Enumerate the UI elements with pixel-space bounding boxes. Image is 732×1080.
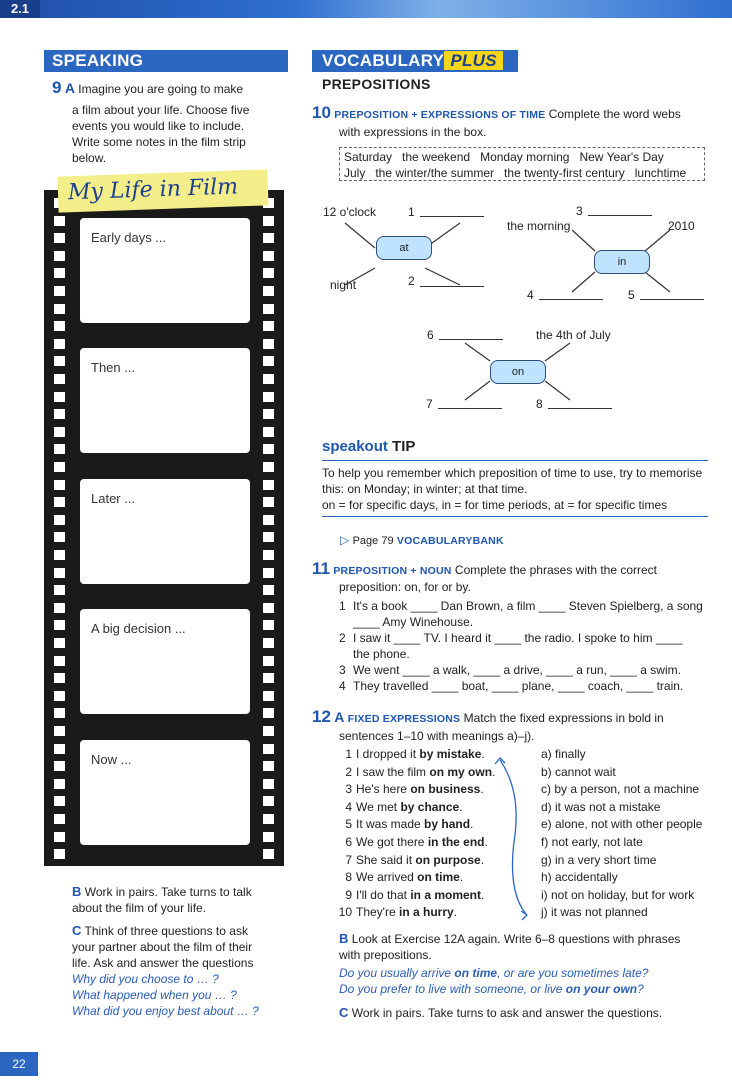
sprocket-hole — [263, 638, 274, 648]
ex12c-text: Work in pairs. Take turns to ask and answer the questions. — [351, 1006, 663, 1020]
list-item — [339, 662, 719, 678]
sprocket-hole — [54, 726, 65, 736]
sprocket-hole — [54, 603, 65, 613]
sprocket-hole — [54, 497, 65, 507]
ex9b-line: about the film of your life. — [72, 901, 207, 915]
sprocket-hole — [54, 761, 65, 771]
answer-blank[interactable] — [438, 408, 502, 409]
item-number: 2 — [345, 764, 352, 779]
example-question: Why did you choose to … ? — [72, 972, 219, 986]
exercise-number: 12 — [312, 707, 331, 726]
vocabulary-title: VOCABULARY — [322, 51, 445, 70]
sprocket-hole — [54, 620, 65, 630]
page-ref-bank: VOCABULARYBANK — [396, 535, 504, 547]
film-strip — [44, 190, 284, 866]
web-label: 12 o'clock — [323, 205, 376, 219]
exercise-number: 9 — [52, 78, 62, 97]
sentence-item: 5 It was made by hand. — [332, 816, 517, 834]
web-label: 2010 — [668, 219, 695, 233]
exercise-letter: B — [72, 884, 82, 899]
web-number: 6 — [427, 328, 434, 342]
page-ref: Page 79 — [352, 535, 394, 547]
web-label: the 4th of July — [536, 328, 611, 342]
film-frame[interactable] — [80, 740, 250, 845]
sprocket-hole — [54, 339, 65, 349]
sprocket-hole — [263, 356, 274, 366]
sprocket-hole — [54, 462, 65, 472]
web-center-in: in — [594, 250, 650, 274]
sprocket-hole — [263, 251, 274, 261]
ex9c-line: Think of three questions to ask — [84, 924, 248, 938]
film-frame[interactable] — [80, 609, 250, 714]
item-number: 3 — [339, 663, 346, 677]
item-text: the phone. — [353, 647, 410, 661]
exercise-letter: C — [339, 1005, 349, 1020]
answer-blank[interactable] — [439, 339, 503, 340]
sprocket-hole — [54, 392, 65, 402]
frame-label: A big decision ... — [91, 621, 186, 636]
answer-blank[interactable] — [420, 216, 484, 217]
example-question: What did you enjoy best about … ? — [72, 1004, 259, 1018]
page-reference-link[interactable] — [340, 532, 504, 549]
matching-arrow — [492, 752, 532, 922]
sprocket-hole — [263, 603, 274, 613]
exercise-12c — [339, 1005, 719, 1021]
sprocket-hole — [263, 673, 274, 683]
sprocket-hole — [54, 832, 65, 842]
ex9a-line: below. — [72, 151, 107, 165]
ex12b-line: Look at Exercise 12A again. Write 6–8 questions with phrases — [351, 932, 681, 946]
sprocket-hole — [263, 620, 274, 630]
web-number: 1 — [408, 205, 415, 219]
list-item — [339, 598, 719, 630]
exercise-9c — [72, 923, 286, 1019]
item-number: 7 — [345, 852, 352, 867]
top-bar — [0, 0, 732, 18]
tip-box — [322, 465, 712, 513]
vocabulary-heading — [312, 50, 518, 72]
sprocket-hole — [263, 427, 274, 437]
tip-divider — [322, 460, 708, 461]
word-box-line: July the winter/the summer the twenty-first century lunchtime — [344, 166, 687, 180]
film-frame[interactable] — [80, 218, 250, 323]
sprocket-hole — [263, 779, 274, 789]
web-number: 8 — [536, 397, 543, 411]
meaning-item: c) by a person, not a machine — [541, 782, 700, 797]
sprocket-hole — [263, 515, 274, 525]
sprocket-hole — [54, 568, 65, 578]
speaking-heading: SPEAKING — [44, 50, 288, 72]
sprocket-hole — [54, 304, 65, 314]
sprocket-hole — [263, 744, 274, 754]
sentence-item: 9 I'll do that in a moment. — [332, 887, 517, 905]
answer-blank[interactable] — [548, 408, 612, 409]
web-number: 3 — [576, 204, 583, 218]
list-item — [339, 678, 719, 694]
meaning-item: h) accidentally — [541, 870, 618, 885]
sprocket-hole — [263, 304, 274, 314]
sprocket-hole — [263, 392, 274, 402]
sprocket-hole — [54, 585, 65, 595]
exercise-number: 11 — [312, 559, 330, 578]
ex9a-line: a film about your life. Choose five — [72, 103, 250, 117]
sprocket-hole — [263, 497, 274, 507]
sprocket-hole — [263, 532, 274, 542]
meaning-item: b) cannot wait — [541, 764, 616, 779]
sprocket-hole — [54, 515, 65, 525]
meaning-item: i) not on holiday, but for work — [541, 887, 695, 902]
sentence-item: 4 We met by chance. — [332, 799, 517, 817]
play-arrow-icon: ▷ — [340, 533, 350, 547]
ex9a-line: events you would like to include. — [72, 119, 245, 133]
sprocket-hole — [263, 726, 274, 736]
sprocket-hole — [54, 480, 65, 490]
sprocket-hole — [54, 673, 65, 683]
item-number: 1 — [345, 747, 352, 761]
answer-blank[interactable] — [588, 215, 652, 216]
exercise-tag: PREPOSITION + EXPRESSIONS OF TIME — [334, 109, 546, 121]
web-label: the morning — [507, 219, 571, 233]
sentence-item: 2 I saw the film on my own. — [332, 764, 517, 782]
example-question: Do you prefer to live with someone, or live on your own? — [339, 982, 644, 996]
ex11-items — [339, 598, 719, 694]
tip-heading — [322, 438, 415, 455]
unit-label: 2.1 — [0, 0, 40, 18]
ex9c-line: life. Ask and answer the questions — [72, 956, 254, 970]
web-number: 4 — [527, 288, 534, 302]
tip-line: To help you remember which preposition of time to use, try to memorise — [322, 466, 703, 480]
ex9c-line: your partner about the film of their — [72, 940, 253, 954]
item-number: 2 — [339, 631, 346, 645]
item-number: 10 — [338, 905, 352, 920]
ex12-sentences — [332, 746, 517, 922]
sprocket-hole — [54, 708, 65, 718]
sprocket-hole — [54, 656, 65, 666]
page-number: 22 — [0, 1052, 38, 1076]
ex12-line: Match the fixed expressions in bold in — [463, 711, 664, 725]
exercise-letter: B — [339, 931, 349, 946]
exercise-letter: A — [64, 80, 75, 96]
web-center-at: at — [376, 236, 432, 260]
item-text: They travelled ____ boat, ____ plane, ____ coach, ____ train. — [353, 679, 684, 693]
plus-badge: PLUS — [444, 51, 503, 70]
sprocket-hole — [263, 550, 274, 560]
exercise-number: 10 — [312, 103, 331, 122]
sprocket-hole — [263, 286, 274, 296]
sprocket-hole — [54, 444, 65, 454]
item-number: 6 — [345, 834, 352, 849]
exercise-tag: PREPOSITION + NOUN — [333, 565, 452, 577]
sprocket-hole — [263, 814, 274, 824]
ex11-line: preposition: on, for or by. — [339, 580, 471, 594]
frame-label: Later ... — [91, 491, 136, 506]
example-question: What happened when you … ? — [72, 988, 237, 1002]
sprocket-hole — [263, 691, 274, 701]
sprocket-hole — [54, 321, 65, 331]
sprocket-hole — [263, 216, 274, 226]
sprocket-hole — [263, 444, 274, 454]
ex9a-line: Write some notes in the film strip — [72, 135, 246, 149]
sentence-item: 7 She said it on purpose. — [332, 852, 517, 870]
item-number: 4 — [345, 799, 352, 814]
sprocket-hole — [263, 585, 274, 595]
web-number: 7 — [426, 397, 433, 411]
sprocket-hole — [263, 409, 274, 419]
meaning-item: a) finally — [541, 747, 586, 761]
film-frame[interactable] — [80, 479, 250, 584]
film-title-banner — [57, 169, 268, 212]
ex9a-body — [72, 102, 286, 166]
frame-label: Now ... — [91, 752, 132, 767]
exercise-12a — [312, 709, 712, 727]
meaning-item: g) in a very short time — [541, 852, 657, 867]
item-text: ____ Amy Winehouse. — [353, 615, 474, 629]
exercise-9b — [72, 884, 286, 916]
sprocket-hole — [54, 233, 65, 243]
exercise-12b — [339, 931, 719, 997]
exercise-tag: FIXED EXPRESSIONS — [347, 713, 461, 725]
sprocket-hole — [263, 708, 274, 718]
exercise-11 — [312, 561, 712, 579]
sprocket-hole — [54, 550, 65, 560]
sprocket-hole — [54, 216, 65, 226]
exercise-letter: C — [72, 923, 82, 938]
web-number: 2 — [408, 274, 415, 288]
sentence-item: 1 I dropped it by mistake. — [332, 746, 517, 764]
tip-line: this: on Monday; in winter; at that time. — [322, 482, 528, 496]
ex12b-line: with prepositions. — [339, 948, 432, 962]
exercise-9a — [52, 80, 282, 97]
item-text: It's a book ____ Dan Brown, a film ____ Steven Spielberg, a song — [353, 599, 703, 613]
item-number: 5 — [345, 817, 352, 832]
meaning-item: j) it was not planned — [541, 905, 648, 920]
ex12-meanings — [541, 746, 721, 922]
frame-label: Early days ... — [91, 230, 167, 245]
item-number: 8 — [345, 870, 352, 885]
item-number: 9 — [345, 887, 352, 902]
item-text: I saw it ____ TV. I heard it ____ the radio. I spoke to him ____ — [353, 631, 683, 645]
sprocket-hole — [263, 233, 274, 243]
frame-label: Then ... — [91, 360, 136, 375]
item-number: 1 — [339, 599, 346, 613]
web-center-on: on — [490, 360, 546, 384]
sprocket-hole — [54, 409, 65, 419]
tip-label: TIP — [392, 438, 416, 455]
item-number: 4 — [339, 679, 346, 693]
sprocket-hole — [263, 339, 274, 349]
item-text: We went ____ a walk, ____ a drive, ____ a run, ____ a swim. — [353, 663, 681, 677]
answer-blank[interactable] — [420, 286, 484, 287]
sprocket-hole — [54, 691, 65, 701]
film-frame[interactable] — [80, 348, 250, 453]
tip-divider — [322, 516, 708, 517]
meaning-item: f) not early, not late — [541, 834, 643, 849]
sprocket-hole — [263, 832, 274, 842]
sprocket-hole — [263, 761, 274, 771]
sprocket-hole — [263, 480, 274, 490]
sprocket-hole — [263, 656, 274, 666]
ex9b-line: Work in pairs. Take turns to talk — [84, 885, 252, 899]
ex11-line: Complete the phrases with the correct — [454, 563, 658, 577]
prepositions-subheading: PREPOSITIONS — [322, 76, 431, 92]
sprocket-hole — [54, 268, 65, 278]
item-number: 3 — [345, 782, 352, 797]
sprocket-hole — [54, 779, 65, 789]
sprocket-hole — [54, 796, 65, 806]
sprocket-hole — [54, 638, 65, 648]
sprocket-hole — [263, 321, 274, 331]
tip-line: on = for specific days, in = for time periods, at = for specific times — [322, 498, 668, 512]
ex10-line: with expressions in the box. — [339, 125, 487, 139]
sprocket-hole — [263, 462, 274, 472]
sprocket-hole — [54, 814, 65, 824]
list-item — [339, 630, 719, 662]
sprocket-hole — [54, 744, 65, 754]
exercise-letter: A — [334, 709, 345, 725]
sentence-item: 8 We arrived on time. — [332, 869, 517, 887]
ex10-line: Complete the word webs — [548, 107, 681, 121]
sentence-item: 10 They're in a hurry. — [332, 904, 517, 922]
sprocket-hole — [263, 374, 274, 384]
sprocket-hole — [54, 251, 65, 261]
sprocket-hole — [263, 568, 274, 578]
sprocket-hole — [54, 849, 65, 859]
word-box — [339, 147, 705, 181]
sprocket-hole — [54, 374, 65, 384]
sprocket-hole — [263, 849, 274, 859]
sentence-item: 3 He's here on business. — [332, 781, 517, 799]
web-label: night — [330, 278, 357, 292]
sprocket-hole — [54, 356, 65, 366]
sentence-item: 6 We got there in the end. — [332, 834, 517, 852]
ex12-line: sentences 1–10 with meanings a)–j). — [339, 729, 535, 743]
speakout-logo: speakout — [322, 438, 388, 455]
answer-blank[interactable] — [640, 299, 704, 300]
exercise-10 — [312, 105, 712, 123]
ex9a-line: Imagine you are going to make — [78, 82, 244, 96]
web-number: 5 — [628, 288, 635, 302]
sprocket-hole — [54, 532, 65, 542]
answer-blank[interactable] — [539, 299, 603, 300]
meaning-item: d) it was not a mistake — [541, 799, 661, 814]
sprocket-hole — [54, 286, 65, 296]
film-title: My Life in Film — [67, 174, 239, 206]
sprocket-hole — [263, 268, 274, 278]
meaning-item: e) alone, not with other people — [541, 817, 703, 832]
sprocket-hole — [263, 796, 274, 806]
example-question: Do you usually arrive on time, or are you sometimes late? — [339, 966, 649, 980]
word-box-line: Saturday the weekend Monday morning New Year's Day — [344, 150, 664, 164]
sprocket-hole — [54, 427, 65, 437]
